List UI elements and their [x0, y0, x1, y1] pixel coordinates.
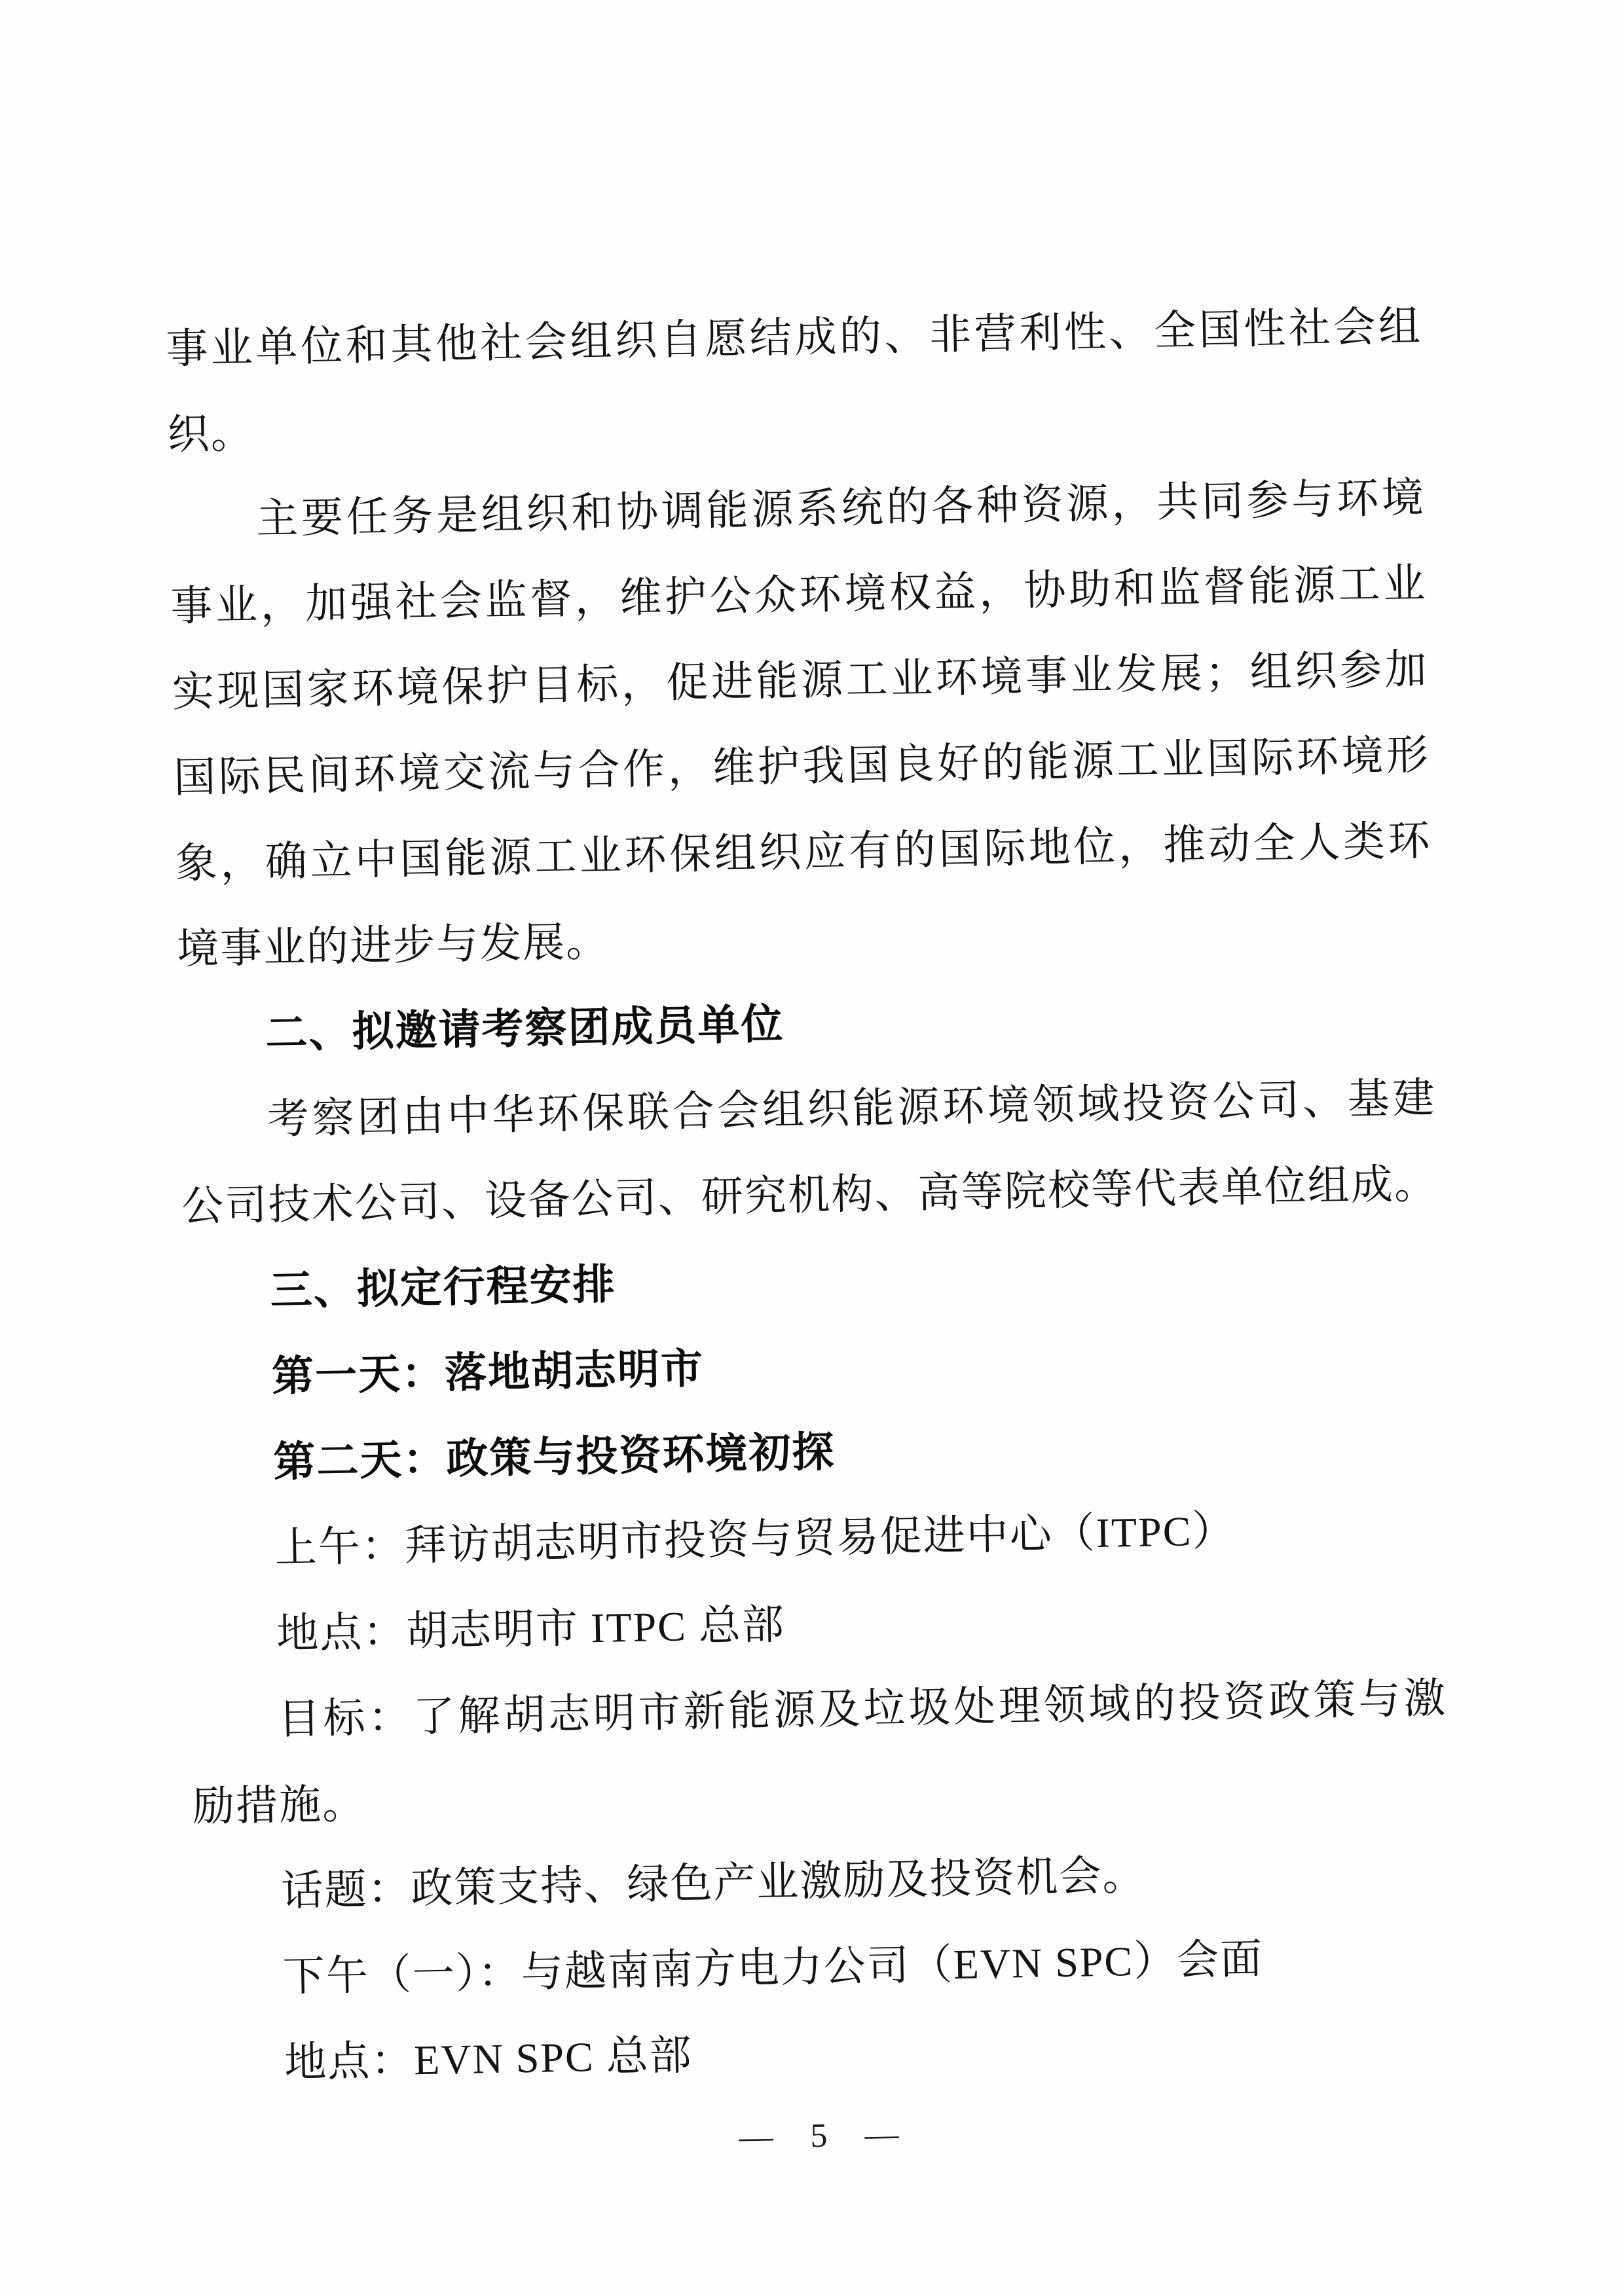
text-line: 织。: [167, 410, 255, 458]
section-heading-2: 二、拟邀请考察团成员单位: [265, 1000, 785, 1057]
text-line: 地点：EVN SPC 总部: [284, 2032, 693, 2086]
text-line: 主要任务是组织和协调能源系统的各种资源，共同参与环境: [255, 474, 1424, 543]
text-line: 事业，加强社会监督，维护公众环境权益，协助和监督能源工业: [170, 560, 1426, 630]
section-heading-3: 三、拟定行程安排: [270, 1261, 617, 1315]
text-line: 励措施。: [192, 1780, 366, 1831]
text-line: 事业单位和其他社会组织自愿结成的、非营利性、全国性社会组: [165, 302, 1421, 373]
text-line: 考察团由中华环保联合会组织能源环境领域投资公司、基建: [267, 1074, 1435, 1143]
text-line: 境事业的进步与发展。: [176, 918, 610, 973]
text-line: 目标：了解胡志明市新能源及垃圾处理领域的投资政策与激: [278, 1675, 1447, 1743]
itinerary-day1-heading: 第一天：落地胡志明市: [271, 1345, 705, 1400]
text-line: 实现国家环境保护目标，促进能源工业环境事业发展；组织参加: [172, 646, 1428, 716]
text-line: 话题：政策支持、绿色产业激励及投资机会。: [280, 1851, 1146, 1914]
text-line: 地点：胡志明市 ITPC 总部: [276, 1601, 786, 1658]
text-line: 公司技术公司、设备公司、研究机构、高等院校等代表单位组成。: [181, 1160, 1437, 1230]
text-line: 上午：拜访胡志明市投资与贸易促进中心（ITPC）: [274, 1507, 1236, 1572]
document-body: [165, 283, 1454, 2167]
text-line: 国际民间环境交流与合作，维护我国良好的能源工业国际环境形: [173, 731, 1429, 801]
text-line: 象，确立中国能源工业环保组织应有的国际地位，推动全人类环: [175, 817, 1431, 887]
page-number: — 5 —: [738, 2115, 913, 2157]
text-line: 下午（一）：与越南南方电力公司（EVN SPC）会面: [282, 1935, 1264, 2000]
itinerary-day2-heading: 第二天：政策与投资环境初探: [272, 1429, 836, 1486]
